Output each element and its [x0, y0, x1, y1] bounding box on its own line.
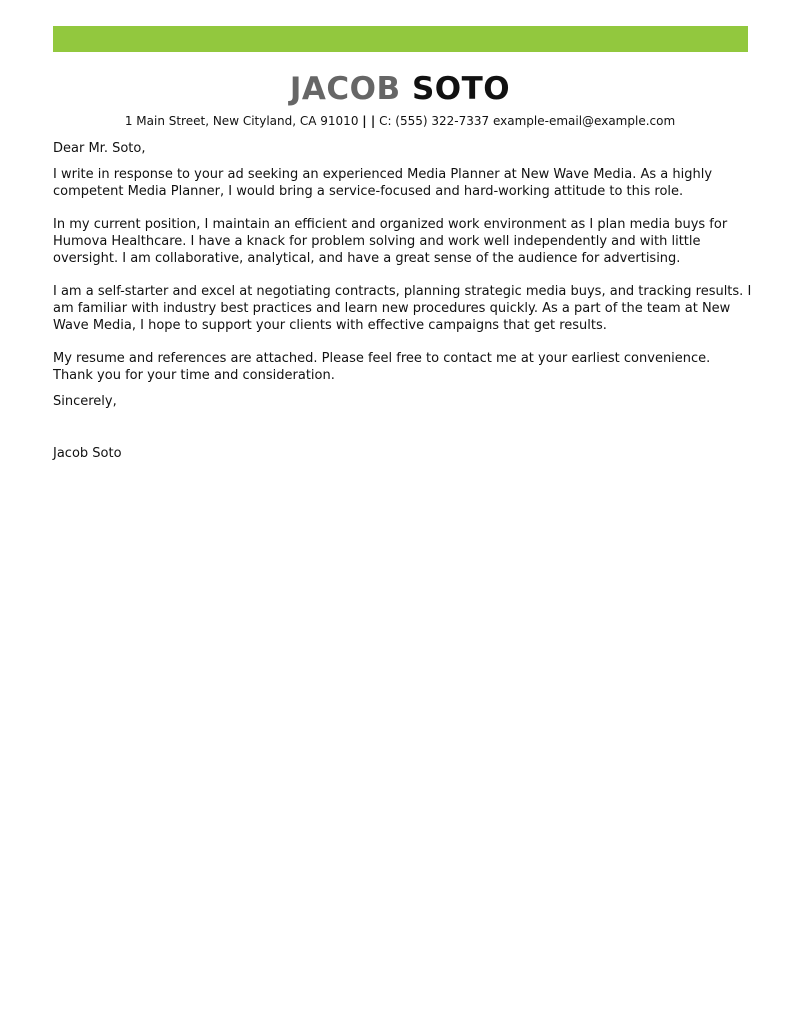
- applicant-name: [0, 69, 800, 109]
- letter-signature: Jacob Soto: [53, 446, 122, 461]
- letter-paragraph-1: I write in response to your ad seeking an experienced Media Planner at New Wave Media. As a highly competent Media Planner, I would bring a service-focused and hard-working attitude to this role.: [53, 167, 713, 199]
- letter-closing: Sincerely,: [53, 394, 117, 409]
- header-accent-bar: [53, 26, 748, 52]
- letter-paragraph-4: My resume and references are attached. Please feel free to contact me at your earliest convenience. Thank you for your time and consideration.: [53, 351, 711, 383]
- letter-paragraph-2: In my current position, I maintain an efficient and organized work environment as I plan media buys for Humova Healthcare. I have a knack for problem solving and work well independently and with little oversight. I am collaborative, analytical, and have a great sense of the audience for advertising.: [53, 217, 728, 266]
- letter-body: [53, 140, 753, 462]
- contact-phone: C: (555) 322-7337: [379, 114, 490, 128]
- letter-greeting: Dear Mr. Soto,: [53, 141, 146, 156]
- contact-line: [0, 113, 800, 129]
- letter-paragraph-3: I am a self-starter and excel at negotiating contracts, planning strategic media buys, and tracking results. I am familiar with industry best practices and learn new procedures quickly. As a part of the team at New Wave Media, I hope to support your clients with effective campaigns that get results.: [53, 284, 752, 333]
- last-name: SOTO: [411, 71, 511, 107]
- contact-separator: | |: [362, 114, 376, 128]
- contact-email: example-email@example.com: [492, 114, 676, 128]
- first-name: JACOB: [289, 71, 401, 107]
- contact-address: 1 Main Street, New Cityland, CA 91010: [124, 114, 359, 128]
